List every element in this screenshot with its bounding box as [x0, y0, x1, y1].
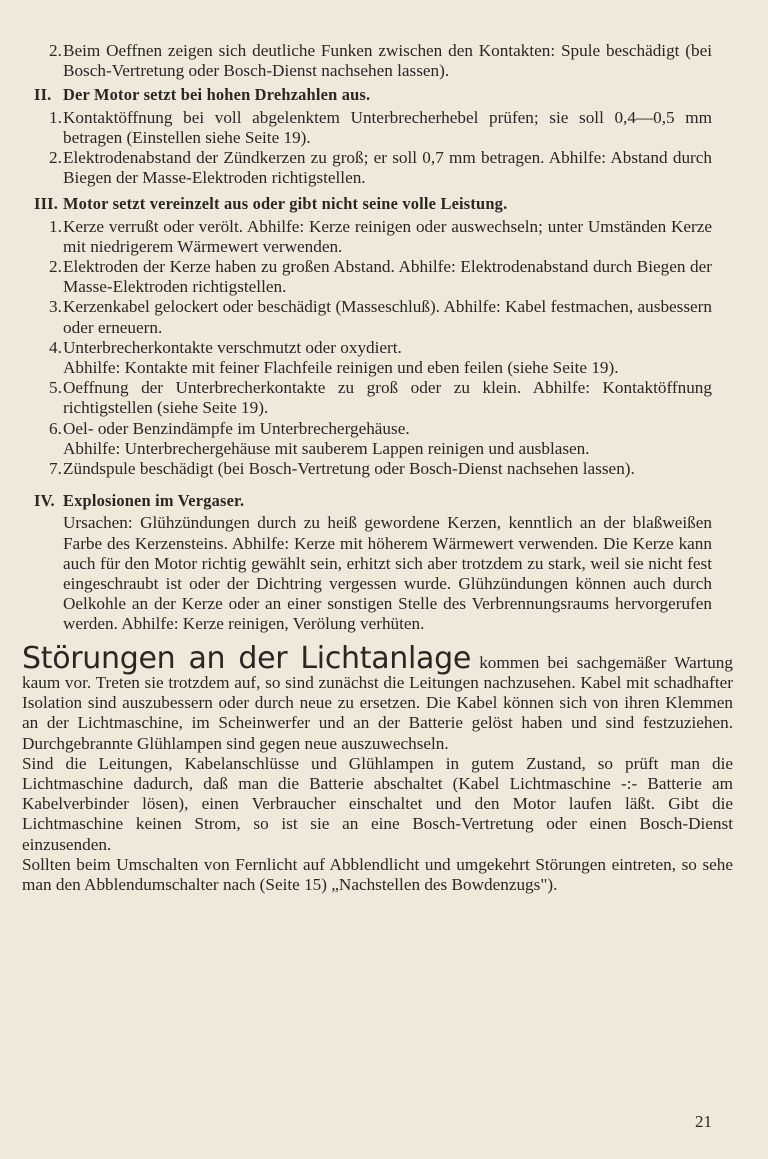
list-item — [49, 459, 712, 479]
section-numeral: IV. — [34, 491, 55, 511]
item-number: 3. — [49, 297, 62, 317]
list-item — [49, 148, 712, 188]
lighting-paragraph: Sollten beim Umschalten von Fernlicht auf Abblendlicht und umgekehrt Störungen eintreten, so sehe man den Abblendumschalter nach (Seite 15) „Nachstellen des Bowdenzugs"). — [22, 854, 733, 894]
list-item — [49, 216, 712, 257]
item-text: Unterbrecherkontakte verschmutzt oder oxydiert. — [63, 337, 402, 357]
list-item — [49, 418, 712, 459]
list-item — [49, 257, 712, 297]
list-item — [49, 337, 712, 378]
item-text: Kerze verrußt oder verölt. Abhilfe: Kerze reinigen oder auswechseln; unter Umständen Kerze mit niedrigerem Wärmewert verwenden. — [63, 216, 712, 256]
item-number: 5. — [49, 378, 62, 398]
item-remedy: Abhilfe: Unterbrechergehäuse mit sauberem Lappen reinigen und ausblasen. — [63, 438, 590, 458]
list-item — [49, 297, 712, 337]
item-text: Oel- oder Benzindämpfe im Unterbrechergehäuse. — [63, 418, 410, 438]
section-title: Explosionen im Vergaser. — [63, 491, 245, 511]
section-ii — [34, 85, 712, 188]
section-numeral: II. — [34, 85, 52, 105]
section-heading — [34, 85, 712, 105]
item-number: 6. — [49, 418, 62, 438]
item-number: 1. — [49, 216, 62, 236]
page-number: 21 — [695, 1112, 712, 1131]
section-iii — [34, 194, 712, 479]
section-title: Der Motor setzt bei hohen Drehzahlen aus. — [63, 85, 371, 105]
item-text: Kontaktöffnung bei voll abgelenktem Unterbrecherhebel prüfen; sie soll 0,4—0,5 mm betragen (Einstellen siehe Seite 19). — [63, 107, 712, 147]
list-item — [49, 378, 712, 418]
section-iv — [34, 491, 712, 634]
section-body: Ursachen: Glühzündungen durch zu heiß gewordene Kerzen, kenntlich an der blaßweißen Farbe des Kerzensteins. Abhilfe: Kerze mit höherem Wärmewert verwenden. Die Kerze kann auch für den Motor richtig gewählt sein, erhitzt sich aber trotzdem zu stark, weil sie nicht fest eingeschraubt ist oder der Dichtring vergessen wurde. Glühzündungen können auch durch Oelkohle an der Kerze oder an einer sonstigen Stelle des Verbrennungsraums hervorgerufen werden. Abhilfe: Kerze reinigen, Verölung verhüten. — [63, 513, 712, 634]
item-number: 4. — [49, 337, 62, 357]
item-text: Elektrodenabstand der Zündkerzen zu groß; er soll 0,7 mm betragen. Abhilfe: Abstand durch Biegen der Masse-Elektroden richtigstellen. — [63, 148, 712, 188]
item-number: 2. — [49, 257, 62, 277]
section-heading — [34, 491, 712, 511]
item-remedy: Abhilfe: Kontakte mit feiner Flachfeile reinigen und eben feilen (siehe Seite 19). — [63, 358, 619, 378]
section-title: Motor setzt vereinzelt aus oder gibt nicht seine volle Leistung. — [63, 194, 508, 214]
item-text: Oeffnung der Unterbrecherkontakte zu groß oder zu klein. Abhilfe: Kontaktöffnung richtigstellen (siehe Seite 19). — [63, 378, 712, 418]
lighting-section — [22, 640, 733, 895]
section-heading — [34, 194, 712, 214]
section-numeral: III. — [34, 194, 59, 214]
item-text: Kerzenkabel gelockert oder beschädigt (Masseschluß). Abhilfe: Kabel festmachen, ausbessern oder erneuern. — [63, 297, 712, 337]
item-number: 7. — [49, 459, 62, 479]
item-number: 1. — [49, 107, 62, 127]
item-text: Beim Oeffnen zeigen sich deutliche Funken zwischen den Kontakten: Spule beschädigt (bei Bosch-Vertretung oder Bosch-Dienst nachsehen lassen). — [63, 41, 712, 81]
lighting-heading: Störungen an der Lichtanlage — [22, 640, 472, 676]
item-text: Elektroden der Kerze haben zu großen Abstand. Abhilfe: Elektrodenabstand durch Biegen der Masse-Elektroden richtigstellen. — [63, 257, 712, 297]
lighting-paragraph — [22, 640, 733, 754]
item-number: 2. — [49, 41, 62, 60]
item-text: Zündspule beschädigt (bei Bosch-Vertretung oder Bosch-Dienst nachsehen lassen). — [63, 459, 635, 479]
lighting-paragraph: Sind die Leitungen, Kabelanschlüsse und Glühlampen in gutem Zustand, so prüft man die Lichtmaschine dadurch, daß man die Batterie abschaltet (Kabel Lichtmaschine -:- Batterie am Kabelverbinder lösen), einen Verbraucher einschaltet und den Motor laufen läßt. Gibt die Lichtmaschine keinen Strom, so ist sie an eine Bosch-Vertretung oder einen Bosch-Dienst einzusenden. — [22, 753, 733, 854]
item-number: 2. — [49, 148, 62, 168]
lighting-text: kommen bei sachgemäßer Wartung kaum vor. Treten sie trotzdem auf, so sind zunächst die Leitungen nachzusehen. Kabel mit schadhafter Isolation sind auszubessern oder durch neue zu ersetzen. Die Kabel können sich von ihren Klemmen an der Lichtmaschine, im Scheinwerfer und an der Batterie gelöst haben und sind festzuziehen. Durchgebrannte Glühlampen sind gegen neue auszuwechseln. — [22, 652, 733, 753]
list-item — [49, 107, 712, 148]
list-item — [49, 41, 712, 81]
